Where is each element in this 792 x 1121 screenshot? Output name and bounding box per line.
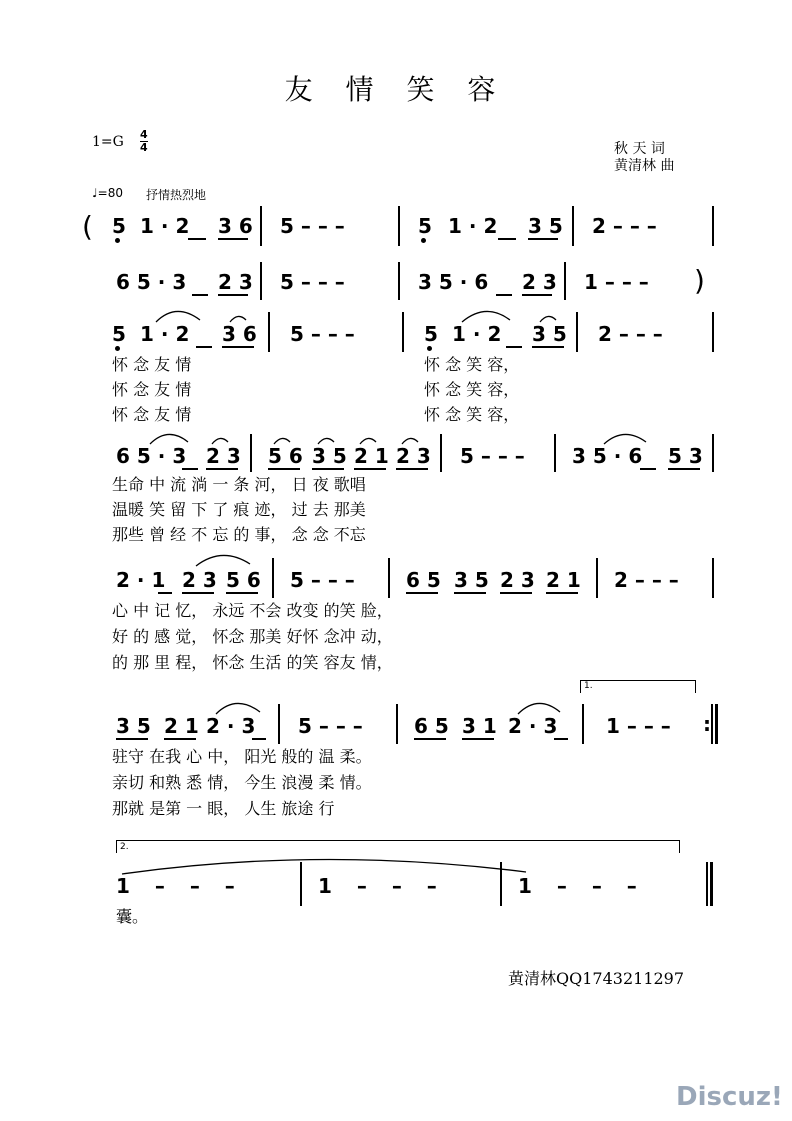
note-group: 3 6 <box>218 214 253 238</box>
lyric-line: 好 的 感 觉， 怀念 那美 好怀 念冲 动， <box>112 627 393 646</box>
note-group: 1 · 2 <box>452 322 502 346</box>
slur <box>318 438 334 444</box>
note-group: 3 5 · 6 <box>572 444 643 468</box>
note-group: 1 · 2 <box>448 214 498 238</box>
lyric-line: 怀 念 笑 容， <box>424 380 520 399</box>
time-signature: 4 4 <box>140 128 148 154</box>
lyricist-credit: 秋 天 词 <box>614 141 665 157</box>
lyric-line: 怀 念 笑 容， <box>424 405 520 424</box>
intro-open-paren: ( <box>82 210 93 243</box>
note-group: 1 – – – <box>318 874 437 898</box>
note-group: 2 · 1 <box>116 568 166 592</box>
slur <box>604 434 646 444</box>
note-group: 6 5 <box>406 568 441 592</box>
slur <box>274 438 290 444</box>
note-group: 2 – – – <box>614 568 679 592</box>
note-group: 5 – – – <box>298 714 363 738</box>
slur <box>462 311 510 322</box>
note-group: 5 – – – <box>280 214 345 238</box>
volta-label-1: 1. <box>584 681 593 691</box>
note-group: 2 3 <box>396 444 431 468</box>
volta-label-2: 2. <box>120 842 129 852</box>
lyric-line: 怀 念 友 情 <box>112 405 192 424</box>
note-group: 3 5 <box>532 322 567 346</box>
page-title: 友 情 笑 容 <box>284 73 508 106</box>
note-group: 1 · 2 <box>140 214 190 238</box>
note-group: 5 – – – <box>280 270 345 294</box>
slur <box>540 316 556 322</box>
note-group: 2 3 <box>206 444 241 468</box>
note-group: 2 3 <box>218 270 253 294</box>
watermark: Discuz! <box>676 1082 783 1112</box>
note-group: 5 <box>112 322 126 346</box>
note-group: 5 <box>424 322 438 346</box>
slur <box>230 316 246 322</box>
note-group: 1 – – – <box>518 874 637 898</box>
slur <box>212 438 228 444</box>
note-group: 3 5 <box>528 214 563 238</box>
intro-close-paren: ) <box>694 264 705 297</box>
note-group: 1 – – – <box>584 270 649 294</box>
note-group: 6 5 · 3 <box>116 444 187 468</box>
slur <box>216 703 260 714</box>
lyric-line: 囊。 <box>116 907 149 926</box>
note-group: 5 – – – <box>290 322 355 346</box>
note-group: 2 3 <box>182 568 217 592</box>
note-group: 5 3 <box>668 444 703 468</box>
note-group: 2 · 3 <box>508 714 558 738</box>
lyric-line: 怀 念 友 情 <box>112 380 192 399</box>
lyric-line: 亲切 和熟 悉 情， 今生 浪漫 柔 情。 <box>112 773 372 792</box>
note-group: 6 5 <box>414 714 449 738</box>
slur <box>196 555 250 566</box>
note-group: 2 1 <box>546 568 581 592</box>
tie <box>122 859 526 874</box>
tempo-mark: ♩=80 <box>92 186 123 200</box>
expression-mark: 抒情热烈地 <box>146 188 207 202</box>
lyric-line: 那就 是第 一 眼， 人生 旅途 行 <box>112 799 335 818</box>
note-group: 1 · 2 <box>140 322 190 346</box>
note-group: 2 3 <box>500 568 535 592</box>
note-group: 5 <box>112 214 126 238</box>
note-group: 5 – – – <box>460 444 525 468</box>
slur <box>156 311 200 322</box>
note-group: 2 – – – <box>598 322 663 346</box>
note-group: 5 6 <box>226 568 261 592</box>
note-group: 2 1 <box>354 444 389 468</box>
note-group: 2 · 3 <box>206 714 256 738</box>
slur <box>518 703 560 714</box>
composer-credit: 黄清林 曲 <box>614 158 675 174</box>
note-group: 5 – – – <box>290 568 355 592</box>
note-group: 2 1 <box>164 714 199 738</box>
lyric-line: 怀 念 友 情 <box>112 355 192 374</box>
lyric-line: 怀 念 笑 容， <box>424 355 520 374</box>
footer-credit: 黄清林QQ1743211297 <box>508 969 685 988</box>
note-group: 5 6 <box>268 444 303 468</box>
slur <box>150 434 188 444</box>
note-group: 1 – – – <box>116 874 235 898</box>
slur <box>402 438 418 444</box>
repeat-dots: : <box>703 712 711 736</box>
note-group: 3 5 · 6 <box>418 270 489 294</box>
note-group: 1 – – – <box>606 714 671 738</box>
lyric-line: 生命 中 流 淌 一 条 河， 日 夜 歌唱 <box>112 475 366 494</box>
lyric-line: 驻守 在我 心 中， 阳光 般的 温 柔。 <box>112 747 372 766</box>
lyric-line: 温暖 笑 留 下 了 痕 迹， 过 去 那美 <box>112 500 366 519</box>
note-group: 3 5 <box>116 714 151 738</box>
note-group: 6 5 · 3 <box>116 270 187 294</box>
lyric-line: 那些 曾 经 不 忘 的 事， 念 念 不忘 <box>112 525 366 544</box>
note-group: 2 3 <box>522 270 557 294</box>
slur <box>360 438 376 444</box>
note-group: 3 5 <box>312 444 347 468</box>
lyric-line: 心 中 记 忆， 永远 不会 改变 的笑 脸， <box>112 601 393 620</box>
note-group: 3 6 <box>222 322 257 346</box>
key-signature: 1=G <box>92 134 124 150</box>
note-group: 5 <box>418 214 432 238</box>
lyric-line: 的 那 里 程， 怀念 生活 的笑 容友 情， <box>112 653 393 672</box>
note-group: 2 – – – <box>592 214 657 238</box>
note-group: 3 1 <box>462 714 497 738</box>
note-group: 3 5 <box>454 568 489 592</box>
